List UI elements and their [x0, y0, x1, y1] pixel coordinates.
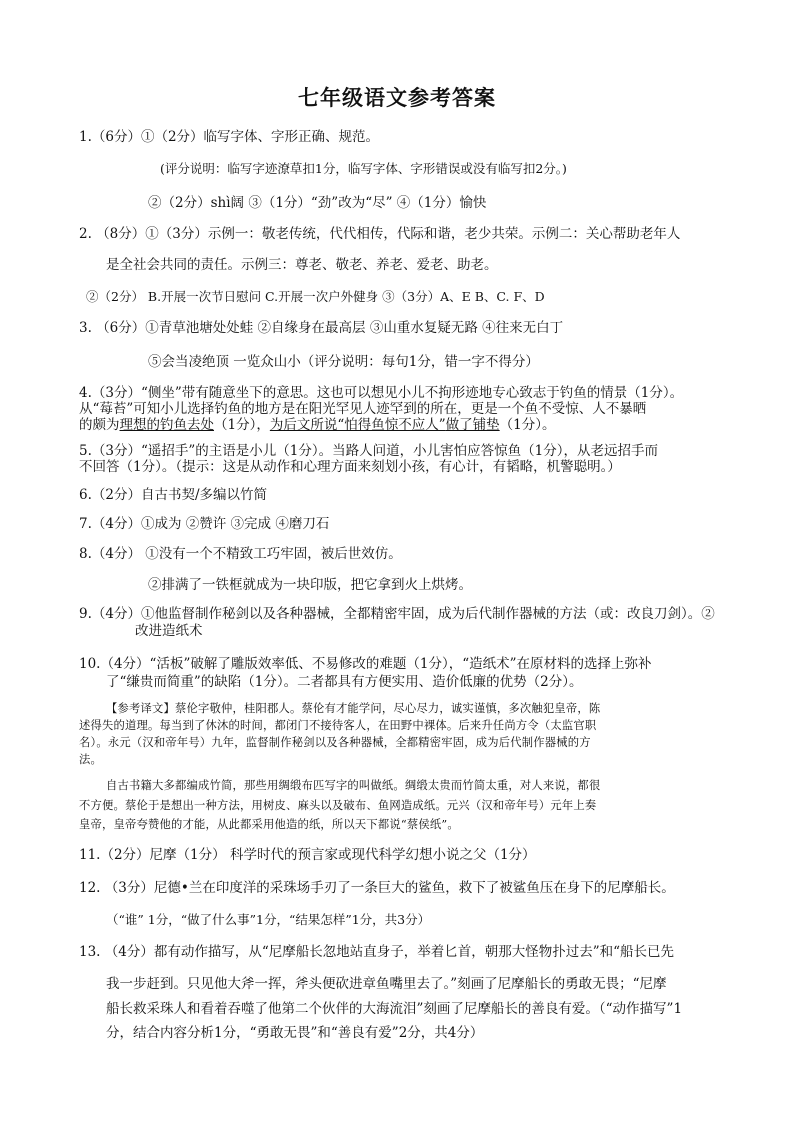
q1-line-3: ②（2分）shì阔 ③（1分）“劲”改为“尽” ④（1分）愉快	[148, 195, 487, 211]
q8-line-2: ②排满了一铁框就成为一块印版，把它拿到火上烘烤。	[148, 577, 472, 593]
q13-line-3: 船长救采珠人和看着吞噬了他第二个伙伴的大海流泪”刻画了尼摩船长的善良有爱。（“动作描写”1	[106, 1001, 683, 1017]
q1-line-2: (评分说明：临写字迹潦草扣1分，临写字体、字形错误或没有临写扣2分。)	[160, 161, 567, 176]
q6-line-1: 6.（2分）自古书契/多编以竹简	[79, 487, 268, 503]
q7-line-1: 7.（4分）①成为 ②赞许 ③完成 ④磨刀石	[79, 516, 330, 532]
q12-line-1: 12. （3分）尼德•兰在印度洋的采珠场手刃了一条巨大的鲨鱼，救下了被鲨鱼压在身下的尼摩船长。	[79, 880, 675, 896]
q12-line-2: （“谁” 1分，“做了什么事”1分，“结果怎样”1分，共3分）	[106, 912, 431, 927]
q4-line-1: 4.（3分）“侧坐”带有随意坐下的意思。这也可以想见小儿不拘形迹地专心致志于钓鱼的情景（1分）。	[79, 385, 684, 401]
q2-line-3: ②（2分） B.开展一次节日慰问 C.开展一次户外健身 ③（3分）A、E B、C. F、D	[86, 289, 545, 304]
translation-p2-line-2: 不方便。蔡伦于是想出一种方法，用树皮、麻头以及破布、鱼网造成纸。元兴（汉和帝年号）元年上奏	[79, 799, 597, 812]
q10-line-2: 了“缣贵而简重”的缺陷（1分）。二者都具有方便实用、造价低廉的优势（2分）。	[106, 674, 583, 690]
page-title: 七年级语文参考答案	[298, 86, 496, 110]
translation-p2-line-1: 自古书籍大多都编成竹简，那些用绸缎布匹写字的叫做纸。绸缎太贵而竹简太重，对人来说，都很	[106, 779, 601, 792]
translation-p1-line-1: 【参考译文】蔡伦字敬仲，桂阳郡人。蔡伦有才能学问，尽心尽力，诚实谨慎，多次触犯皇帝，陈	[106, 702, 601, 715]
q4-underline-2: 为后文所说“怕得鱼惊不应人”	[269, 417, 446, 433]
q10-line-1: 10.（4分）“活板”破解了雕版效率低、不易修改的难题（1分），“造纸术”在原材料的选择上弥补	[79, 656, 652, 672]
q3-line-1: 3. （6分）①青草池塘处处蛙 ②自缘身在最高层 ③山重水复疑无路 ④往来无白丁	[79, 320, 564, 336]
translation-p1-line-4: 法。	[79, 753, 102, 766]
q5-line-2: 不回答（1分）。（提示：这是从动作和心理方面来刻划小孩，有心计，有韬略，机警聪明。）	[79, 459, 621, 475]
q13-line-1: 13. （4分）都有动作描写，从“尼摩船长忽地站直身子，举着匕首，朝那大怪物扑过去”和“船长已先	[79, 944, 675, 960]
q4-line-3-text-a: 的颇为	[79, 417, 120, 433]
q3-line-2: ⑤会当凌绝顶 一览众山小（评分说明：每句1分，错一字不得分）	[148, 354, 539, 370]
q1-line-1: 1.（6分）①（2分）临写字体、字形正确、规范。	[79, 129, 380, 145]
q4-line-3-text-d: （1分）。	[499, 417, 556, 433]
q13-line-4: 分，结合内容分析1分，“勇敢无畏”和“善良有爱”2分，共4分）	[106, 1025, 484, 1041]
translation-p1-line-2: 述得失的道理。每当到了休沐的时间，都闭门不接待客人，在田野中裸体。后来升任尚方令（太监官职	[79, 719, 597, 732]
q4-underline-1: 理想的钓鱼去处	[119, 417, 214, 433]
q5-line-1: 5.（3分）“遥招手”的主语是小儿（1分）。当路人问道，小儿害怕应答惊鱼（1分），从老远招手而	[79, 443, 658, 459]
q9-line-2: 改进造纸术	[135, 623, 203, 639]
q4-line-3-text-b: （1分），	[214, 417, 270, 433]
q2-line-2: 是全社会共同的责任。示例三：尊老、敬老、养老、爱老、助老。	[106, 257, 498, 273]
q2-line-1: 2. （8分）①（3分）示例一：敬老传统，代代相传，代际和谐，老少共荣。示例二：关心帮助老年人	[79, 226, 681, 242]
q11-line-1: 11.（2分）尼摩（1分） 科学时代的预言家或现代科学幻想小说之父（1分）	[79, 847, 536, 863]
q13-line-2: 我一步赶到。只见他大斧一挥，斧头便砍进章鱼嘴里去了。”刻画了尼摩船长的勇敢无畏；“尼摩	[106, 976, 667, 992]
q9-line-1: 9.（4分）①他监督制作秘剑以及各种器械，全都精密牢固，成为后代制作器械的方法（或：改良刀剑）。②	[79, 606, 715, 622]
translation-p2-line-3: 皇帝，皇帝夸赞他的才能，从此都采用他造的纸，所以天下都说“蔡侯纸”。	[79, 818, 459, 831]
q8-line-1: 8.（4分） ①没有一个不精致工巧牢固，被后世效仿。	[79, 546, 402, 562]
translation-p1-line-3: 名）。永元（汉和帝年号）九年，监督制作秘剑以及各种器械，全都精密牢固，成为后代制作器械的方	[79, 736, 591, 749]
q4-line-2: 从“莓苔”可知小儿选择钓鱼的地方是在阳光罕见人迹罕到的所在，更是一个鱼不受惊、人不暴晒	[79, 401, 647, 417]
q4-underline-3: 做了铺垫	[445, 417, 500, 433]
q4-line-3	[79, 416, 556, 434]
